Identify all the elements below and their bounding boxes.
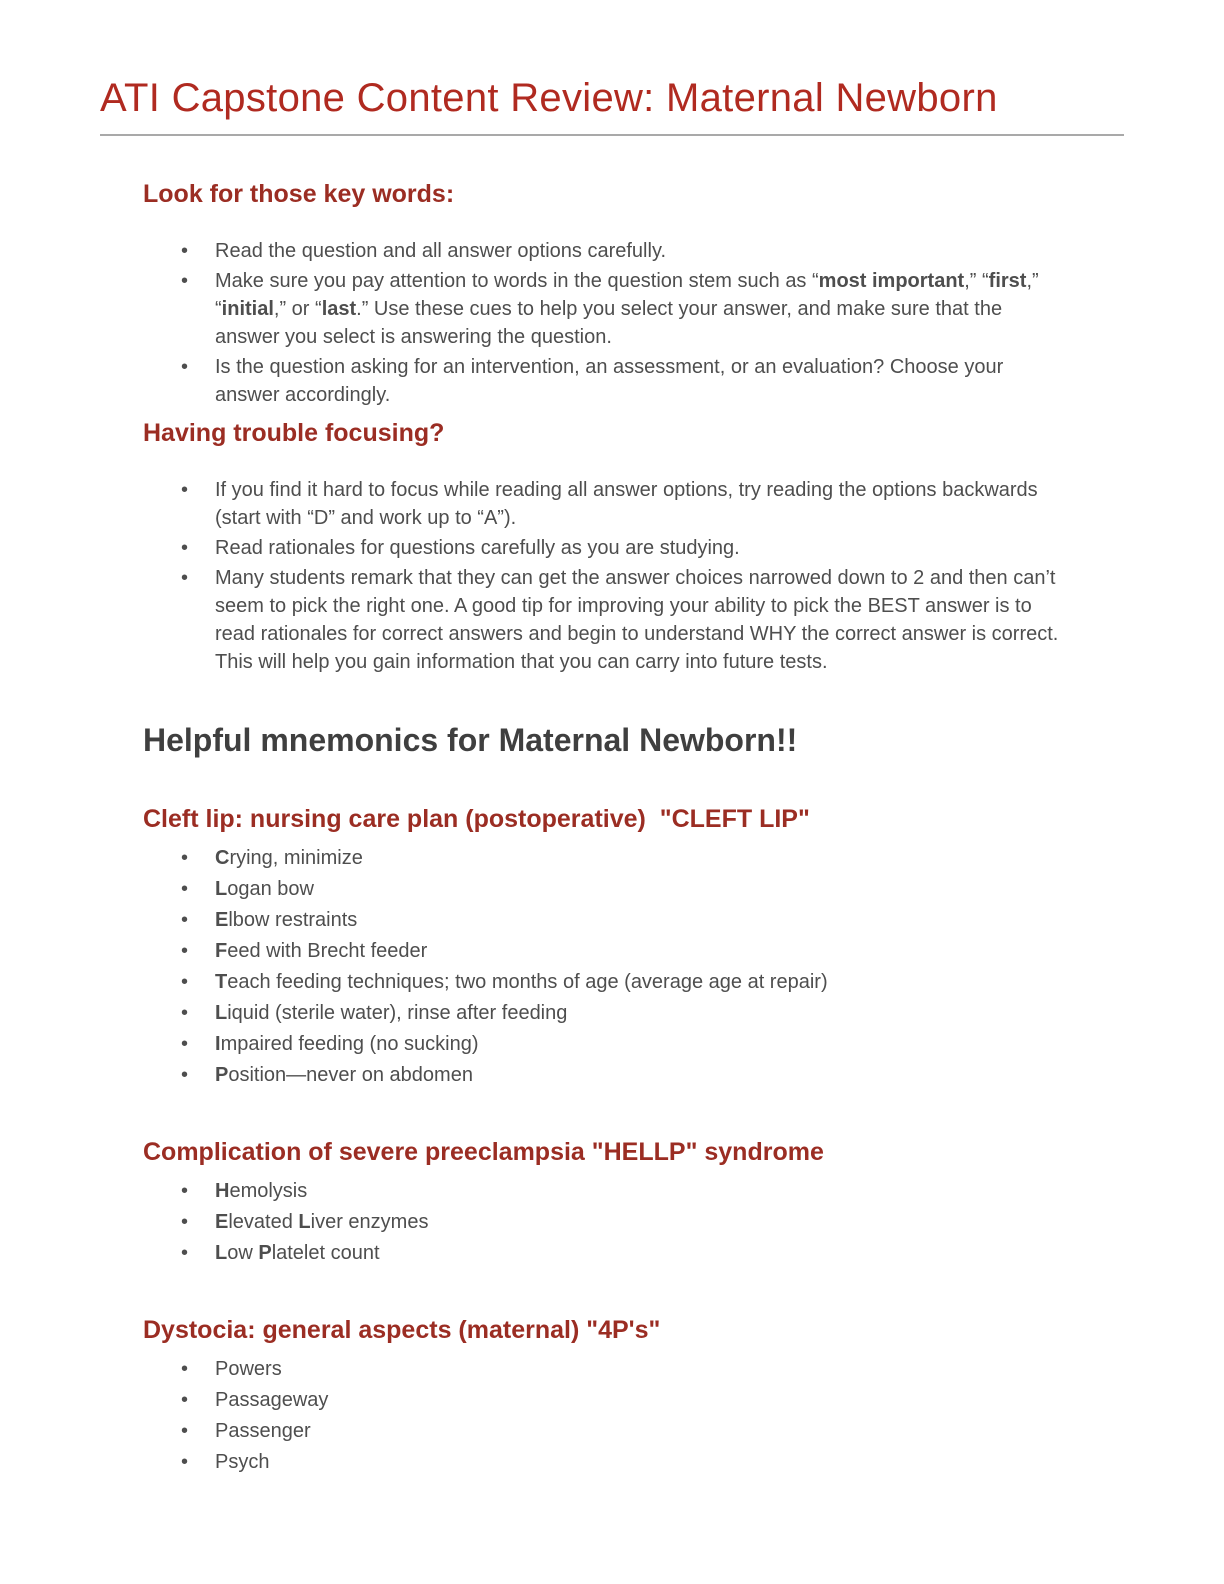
hellp-list [143,1177,1063,1268]
mnemonic-hellp [143,1138,1124,1268]
list-item: • Position—never on abdomen [143,1061,1063,1090]
list-item: • Elevated Liver enzymes [143,1208,1063,1237]
list-item: • Passageway [143,1386,1063,1415]
list-item: • Powers [143,1355,1063,1384]
list-item: • Is the question asking for an intervention, an assessment, or an evaluation? Choose your answer accordingly. [143,353,1063,409]
focus-heading: Having trouble focusing? [143,419,445,447]
mnemonic-heading: Cleft lip: nursing care plan (postoperative) "CLEFT LIP" [143,805,810,833]
section-mnemonics [143,722,1124,1477]
mnemonics-heading: Helpful mnemonics for Maternal Newborn!! [143,722,798,758]
list-item: • Logan bow [143,875,1063,904]
list-item: • Passenger [143,1417,1063,1446]
list-item: • Elbow restraints [143,906,1063,935]
list-item: • Impaired feeding (no sucking) [143,1030,1063,1059]
page-title: ATI Capstone Content Review: Maternal Newborn [100,76,998,120]
dystocia-list [143,1355,1063,1477]
list-item: • Hemolysis [143,1177,1063,1206]
list-item: • Make sure you pay attention to words in the question stem such as “most important,” “first,” “initial,” or “last.” Use these cues to help you select your answer, and make sure that the answer you select is answering the question. [143,267,1063,351]
list-item: • Many students remark that they can get the answer choices narrowed down to 2 and then can’t seem to pick the right one. A good tip for improving your ability to pick the BEST answer is to read rationales for correct answers and begin to understand WHY the correct answer is correct. This will help you gain information that you can carry into future tests. [143,564,1063,676]
cleft-lip-list [143,844,1063,1090]
list-item: • Crying, minimize [143,844,1063,873]
section-key-words [143,180,1124,409]
list-item: • Liquid (sterile water), rinse after feeding [143,999,1063,1028]
list-item: • Feed with Brecht feeder [143,937,1063,966]
focus-list [143,476,1063,676]
list-item: • Read rationales for questions carefully as you are studying. [143,534,1063,562]
mnemonic-dystocia [143,1316,1124,1477]
mnemonic-heading: Complication of severe preeclampsia "HELLP" syndrome [143,1138,824,1166]
list-item: • If you find it hard to focus while reading all answer options, try reading the options backwards (start with “D” and work up to “A”). [143,476,1063,532]
document-content [143,180,1124,1477]
list-item: • Psych [143,1448,1063,1477]
document-header [100,76,1124,136]
mnemonic-heading: Dystocia: general aspects (maternal) "4P's" [143,1316,661,1344]
list-item: • Teach feeding techniques; two months of age (average age at repair) [143,968,1063,997]
key-words-heading: Look for those key words: [143,180,455,208]
title-divider [100,134,1124,136]
section-focus [143,419,1124,676]
list-item: • Read the question and all answer options carefully. [143,237,1063,265]
mnemonic-cleft-lip [143,805,1124,1090]
key-words-list [143,237,1063,409]
list-item: • Low Platelet count [143,1239,1063,1268]
